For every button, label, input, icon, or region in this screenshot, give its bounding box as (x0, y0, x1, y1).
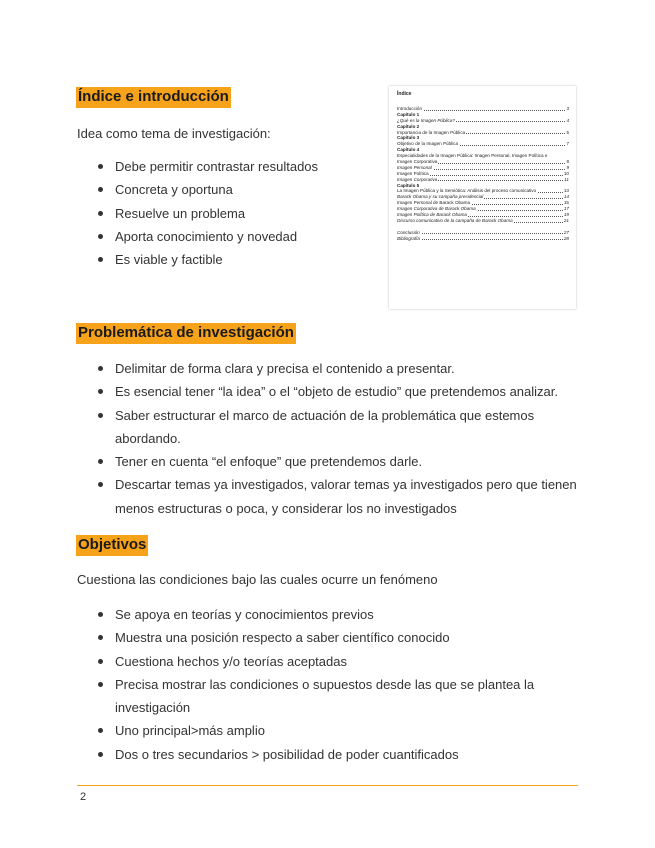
list-item: Dos o tres secundarios > posibilidad de poder cuantificados (77, 743, 577, 766)
toc-row-page: 11 (564, 176, 569, 182)
toc-row-page: 4 (566, 117, 569, 123)
list-item: Es viable y factible (77, 248, 377, 271)
toc-row-page: 17 (563, 206, 569, 212)
toc-row-page: 10 (563, 170, 569, 176)
toc-row-label: Introducción (397, 106, 423, 111)
toc-thumbnail-image (389, 86, 576, 309)
toc-row-page: 21 (563, 217, 569, 223)
toc-row-label: Capítulo 3 (397, 135, 420, 141)
toc-row-page: 7 (566, 141, 569, 147)
toc-row-label: Imagen Política (397, 170, 429, 176)
toc-row-page: 9 (566, 164, 569, 170)
toc-row-label: Importancia de la Imagen Pública (397, 129, 466, 135)
toc-row-label (397, 224, 398, 229)
toc-row-label: Imagen Corporativa de Barack Obama (397, 206, 476, 212)
page-number: 2 (80, 791, 87, 803)
list-item: Tener en cuenta “el enfoque” que pretendemos darle. (77, 450, 587, 473)
toc-row-label: La Imagen Pública y la Semiótica: Análisis del proceso comunicativo (397, 188, 537, 194)
list-idea-tema (77, 155, 377, 271)
list-item: Es esencial tener “la idea” o el “objeto de estudio” que pretendemos analizar. (77, 380, 587, 403)
toc-row-label: Conclusión (397, 229, 420, 235)
toc-row-label: ¿Qué es la Imagen Pública? (397, 117, 455, 123)
toc-row-label: Capítulo 2 (397, 123, 420, 129)
toc-row-label: Capítulo 1 (397, 111, 420, 117)
toc-row-page: 8 (566, 159, 569, 165)
toc-row-page: 14 (563, 194, 569, 200)
heading-problematica: Problemática de investigación (76, 323, 296, 344)
list-item: Descartar temas ya investigados, valorar temas ya investigados pero que tienen menos estructuras o poca, y considerar los no investigados (77, 473, 587, 520)
intro-idea-tema: Idea como tema de investigación: (77, 126, 271, 141)
list-objetivos (77, 603, 577, 766)
toc-row-label: Barack Obama y su campaña presidencial (397, 194, 484, 200)
list-item: Aporta conocimiento y novedad (77, 225, 377, 248)
toc-row-page: 27 (563, 229, 569, 235)
toc-row (397, 236, 569, 242)
toc-row-label: Bibliografía (397, 235, 420, 241)
list-item: Delimitar de forma clara y precisa el contenido a presentar. (77, 357, 587, 380)
toc-list (397, 106, 569, 241)
footer-divider (77, 785, 578, 786)
toc-row-page: 5 (566, 129, 569, 135)
toc-row-label: Imagen Política de Barack Obama (397, 212, 467, 218)
toc-row-page: 15 (563, 200, 569, 206)
toc-row-page: 19 (563, 212, 569, 218)
toc-row-label: Especialidades de la Imagen Pública: Imagen Personal, Imagen Política e (397, 153, 548, 159)
toc-row-page: 13 (563, 188, 569, 194)
list-item: Concreta y oportuna (77, 178, 377, 201)
toc-title: Índice (397, 91, 412, 97)
list-item: Precisa mostrar las condiciones o supuestos desde las que se plantea la investigación (77, 673, 577, 720)
heading-indice-introduccion: Índice e introducción (76, 87, 231, 108)
toc-row-label: Objetivo de la Imagen Pública (397, 141, 459, 147)
toc-row-label: Capítulo 5 (397, 182, 420, 188)
toc-row-page: 28 (563, 235, 569, 241)
list-item: Saber estructurar el marco de actuación de la problemática que estemos abordando. (77, 404, 587, 451)
toc-row-label: Imagen Personal (397, 164, 432, 170)
intro-objetivos: Cuestiona las condiciones bajo las cuales ocurre un fenómeno (77, 572, 438, 587)
list-item: Resuelve un problema (77, 202, 377, 225)
list-item: Se apoya en teorías y conocimientos previos (77, 603, 577, 626)
toc-row-label: Discurso comunicativo de la campaña de Barack Obama (397, 217, 513, 223)
list-item: Uno principal>más amplio (77, 719, 577, 742)
toc-row-label: Imagen Personal de Barack Obama (397, 200, 471, 206)
toc-row-page: 3 (566, 106, 569, 111)
heading-objetivos: Objetivos (76, 535, 148, 556)
toc-row-label: Imagen Corporativa (397, 159, 438, 165)
list-item: Muestra una posición respecto a saber científico conocido (77, 626, 577, 649)
toc-row-label: Imagen Corporativa (397, 176, 438, 182)
list-item: Cuestiona hechos y/o teorías aceptadas (77, 650, 577, 673)
list-problematica (77, 357, 587, 520)
toc-row-label: Capítulo 4 (397, 147, 420, 153)
list-item: Debe permitir contrastar resultados (77, 155, 377, 178)
